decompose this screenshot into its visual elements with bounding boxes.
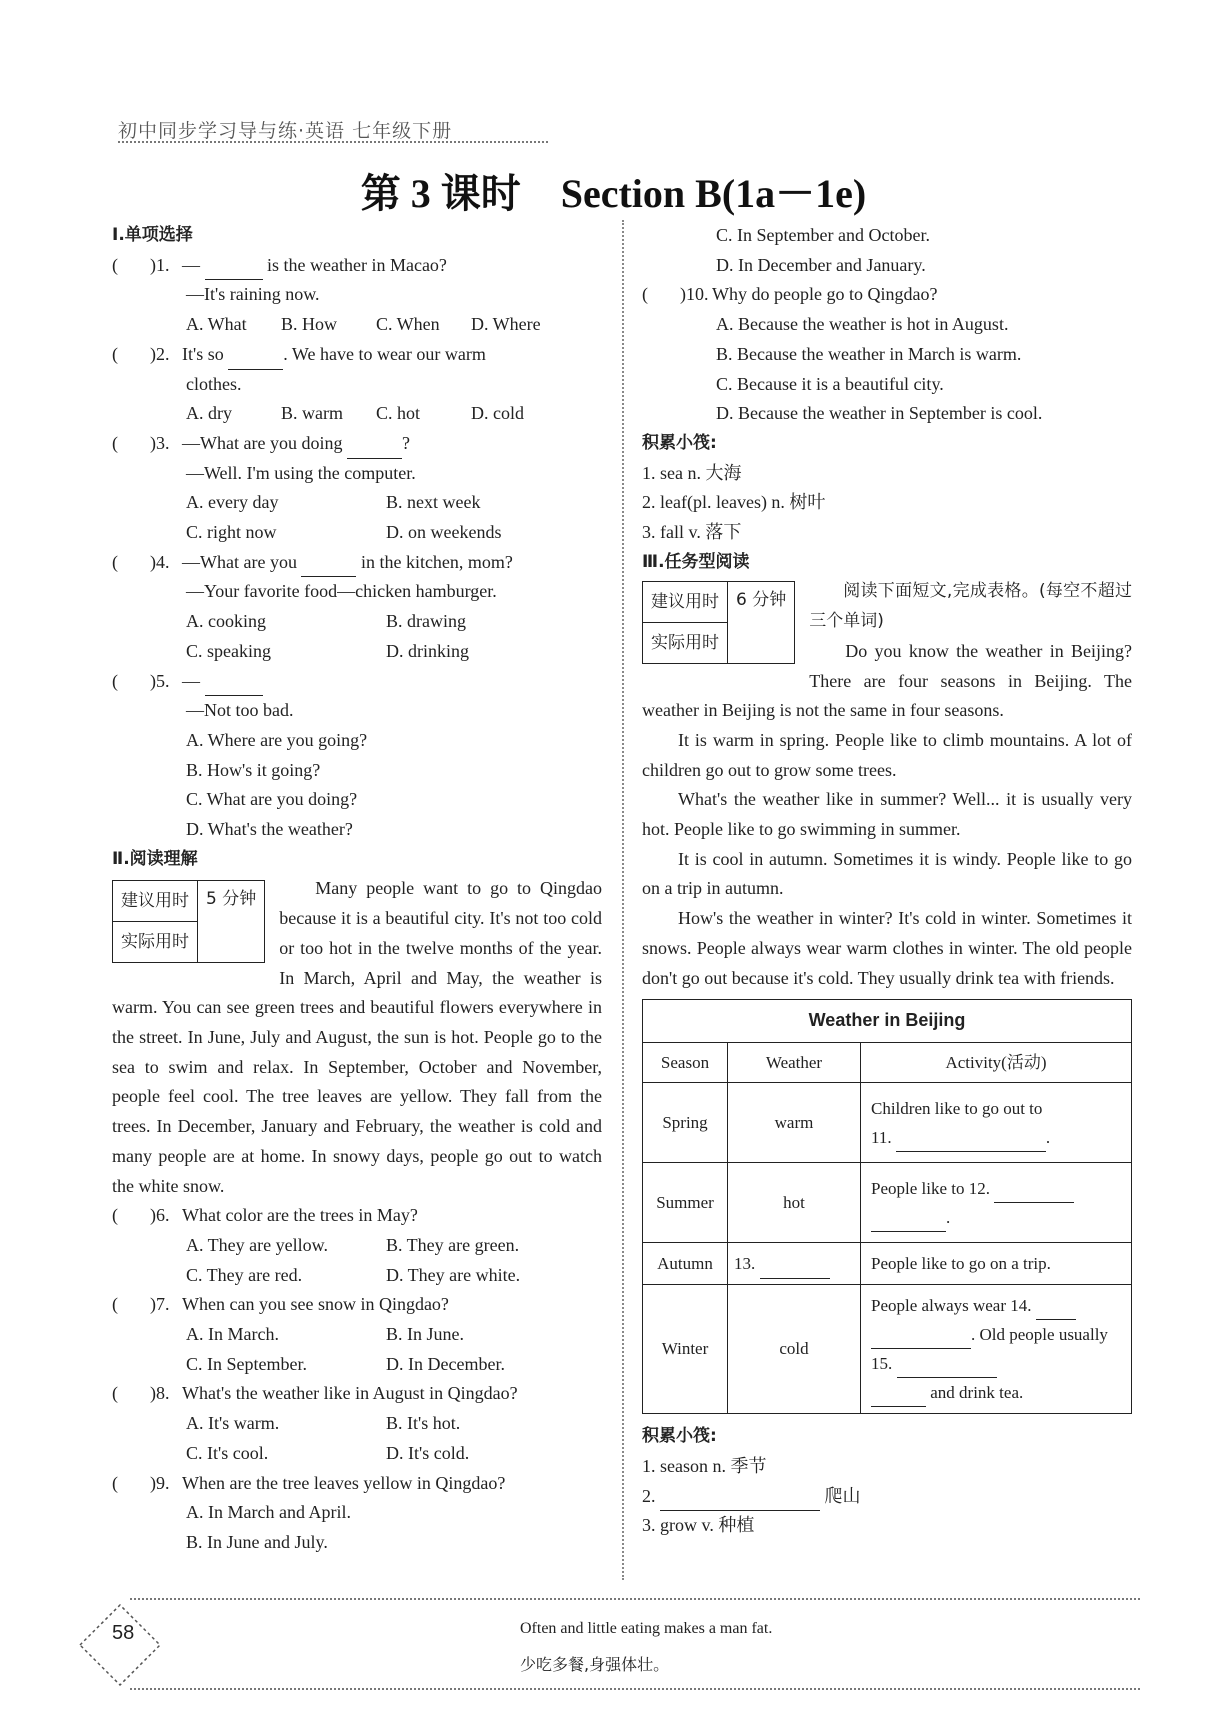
header-divider	[118, 141, 548, 143]
question-2-options: A. dry B. warm C. hot D. cold	[186, 403, 524, 424]
table-row: Spring warm Children like to go out to 11. .	[643, 1083, 1132, 1163]
question-1: ( )1. — is the weather in Macao?	[112, 251, 602, 281]
question-8: ( )8. What's the weather like in August in Qingdao?	[112, 1383, 518, 1404]
vocab-item: 2. leaf(pl. leaves) n. 树叶	[642, 492, 826, 513]
instruction: 阅读下面短文,完成表格。(每空不超过三个单词)	[809, 581, 1132, 632]
vocab-item: 1. season n. 季节	[642, 1455, 767, 1476]
footer-divider	[130, 1598, 1140, 1600]
answer-blank[interactable]	[228, 349, 283, 370]
table-header: Weather	[728, 1043, 861, 1083]
passage-paragraph: It is cool in autumn. Sometimes it is windy. People like to go on a trip in autumn.	[642, 848, 1132, 899]
vocab-title: 积累小筏:	[642, 1426, 717, 1447]
right-column: C. In September and October. D. In December and January. ( )10. Why do people go to Qingdao? A. Because the weather is hot in August. B. Because the weather in March is warm. C. Because it is a beautiful city. D. Because the weather in September is cool. 积累小筏: 1. sea n. 大海 2. leaf(pl. leaves) n. 树叶 3. fall v. 落下 Ⅲ.任务型阅读 建议用时 6 分钟 实际用时 阅读下面短文,完成表格。(每空不超过三个单词) Do you know the weather in Beijing? There are four seasons in Beijing. The weather in Beijing is not the same in four seasons. It is warm in spring. People like to climb mountains. A lot of children go out to grow some trees. What's the weather like in summer? Well... it is usually very hot. People like to go swimming in summer. It is cool in autumn. Sometimes it is windy. People like to go on a trip in autumn. How's the weather in winter? It's cold in winter. Sometimes it snows. People always wear warm clothes in winter. The old people don't go out because it's cold. They usually drink tea with friends. Weather in Beijing Season Weather Activity(活动) Spring warm Children like to go out to 11. . Summer hot People like to 12. . Autumn 13. People like to go on a trip. Winter cold People always wear 14. . Old people usually 15. and drink tea. 积累小筏: 1. season n. 季节 2. 爬山 3. grow v. 种植	[642, 221, 1132, 1541]
left-column: Ⅰ.单项选择 ( )1. — is the weather in Macao? —It's raining now. A. What B. How C. When D. Where ( )2. It's so . We have to wear our warm clothes. A. dry B. warm C. hot D. cold ( )3. —What are you doing ? —Well. I'm using the computer. A. every day B. next week C. right now D. on weekends ( )4. —What are you in the kitchen, mom? —Your favorite food—chicken hamburger. A. cooking B. drawing C. speaking D. drinking ( )5. — —Not too bad. A. Where are you going? B. How's it going? C. What are you doing? D. What's the weather? Ⅱ.阅读理解 建议用时 5 分钟 实际用时 Many people want to go to Qingdao because it is a beautiful city. It's not too cold or too hot in the twelve months of the year. In March, April and May, the weather is warm. You can see green trees and beautiful flowers everywhere in the street. In June, July and August, the sun is hot. People go to the sea to swim and relax. In September, October and November, people feel cool. The tree leaves are yellow. They fall from the trees. In December, January and February, the weather is cold and many people are at home. In snowy days, people go out to watch the white snow. ( )6. What color are the trees in May? A. They are yellow. B. They are green. C. They are red. D. They are white. ( )7. When can you see snow in Qingdao? A. In March. B. In June. C. In September. D. In December. ( )8. What's the weather like in August in Qingdao? A. It's warm. B. It's hot. C. It's cool. D. It's cold. ( )9. When are the tree leaves yellow in Qingdao? A. In March and April. B. In June and July.	[112, 221, 602, 1558]
timer-box: 建议用时 6 分钟 实际用时	[642, 581, 795, 664]
proverb-english: Often and little eating makes a man fat.	[520, 1620, 773, 1637]
question-1-options: A. What B. How C. When D. Where	[186, 314, 541, 335]
table-title: Weather in Beijing	[643, 1000, 1132, 1043]
question-3-options: A. every day B. next week	[186, 492, 481, 513]
vocab-item: 1. sea n. 大海	[642, 462, 742, 483]
passage-paragraph: What's the weather like in summer? Well... it is usually very hot. People like to go swimming in summer.	[642, 789, 1132, 840]
question-4: ( )4. —What are you in the kitchen, mom?	[112, 548, 602, 578]
passage-paragraph: Do you know the weather in Beijing? There are four seasons in Beijing. The weather in Beijing is not the same in four seasons.	[642, 640, 1132, 721]
vocab-item: 2. 爬山	[642, 1482, 1132, 1512]
answer-blank[interactable]	[1036, 1299, 1076, 1320]
question-9: ( )9. When are the tree leaves yellow in Qingdao?	[112, 1472, 506, 1493]
question-4-options: A. cooking B. drawing	[186, 611, 466, 632]
answer-blank[interactable]	[896, 1131, 1046, 1152]
answer-blank[interactable]	[897, 1357, 997, 1378]
reading-passage: 建议用时 5 分钟 实际用时 Many people want to go to Qingdao because it is a beautiful city. It's not too cold or too hot in the twelve months of the year. In March, April and May, the weather is warm. You can see green trees and beautiful flowers everywhere in the street. In June, July and August, the sun is hot. People go to the sea to swim and relax. In September, October and November, people feel cool. The tree leaves are yellow. They fall from the trees. In December, January and February, the weather is cold and many people are at home. In snowy days, people go out to watch the white snow.	[112, 878, 602, 1196]
page-title	[0, 162, 1227, 219]
answer-blank[interactable]	[871, 1211, 946, 1232]
question-10: ( )10. Why do people go to Qingdao?	[642, 284, 938, 305]
answer-blank[interactable]	[994, 1182, 1074, 1203]
passage-paragraph: How's the weather in winter? It's cold in winter. Sometimes it snows. People always wear warm clothes in winter. The old people don't go out because it's cold. They usually drink tea with friends.	[642, 908, 1132, 988]
page-number-badge-icon	[70, 1600, 170, 1690]
question-1-reply: —It's raining now.	[186, 284, 320, 305]
series-header: 初中同步学习导与练·英语 七年级下册	[118, 120, 453, 142]
weather-table	[642, 999, 1132, 1414]
question-5: ( )5. —	[112, 667, 602, 697]
timer-box: 建议用时 5 分钟 实际用时	[112, 880, 265, 963]
answer-blank[interactable]	[205, 259, 263, 280]
table-row: Autumn 13. People like to go on a trip.	[643, 1243, 1132, 1285]
vocab-title: 积累小筏:	[642, 432, 717, 453]
answer-blank[interactable]	[871, 1386, 926, 1407]
answer-blank[interactable]	[760, 1258, 830, 1279]
question-7: ( )7. When can you see snow in Qingdao?	[112, 1294, 449, 1315]
answer-blank[interactable]	[347, 438, 402, 459]
answer-blank[interactable]	[660, 1490, 820, 1511]
page-number: 58	[112, 1622, 135, 1644]
table-header: Season	[643, 1043, 728, 1083]
part2-heading: Ⅱ.阅读理解	[112, 848, 198, 869]
table-header: Activity(活动)	[861, 1043, 1132, 1083]
answer-blank[interactable]	[205, 675, 263, 696]
vocab-item: 3. fall v. 落下	[642, 522, 742, 543]
part3-heading: Ⅲ.任务型阅读	[642, 551, 750, 572]
column-divider	[622, 220, 624, 1580]
question-6: ( )6. What color are the trees in May?	[112, 1205, 418, 1226]
task-reading	[642, 577, 1132, 993]
answer-blank[interactable]	[301, 556, 356, 577]
passage-paragraph: It is warm in spring. People like to climb mountains. A lot of children go out to grow some trees.	[642, 729, 1132, 780]
answer-blank[interactable]	[871, 1328, 971, 1349]
table-row: Summer hot People like to 12. .	[643, 1163, 1132, 1243]
footer-divider	[130, 1688, 1140, 1690]
question-3: ( )3. —What are you doing ?	[112, 429, 602, 459]
question-2: ( )2. It's so . We have to wear our warm	[112, 340, 602, 370]
part1-heading: Ⅰ.单项选择	[112, 225, 193, 245]
proverb-chinese: 少吃多餐,身强体壮。	[520, 1655, 670, 1674]
lesson-label: 第 3 课时	[360, 171, 521, 216]
section-label: Section B(1a－1e)	[560, 171, 867, 216]
vocab-item: 3. grow v. 种植	[642, 1515, 755, 1536]
table-row: Winter cold People always wear 14. . Old people usually 15. and drink tea.	[643, 1285, 1132, 1414]
